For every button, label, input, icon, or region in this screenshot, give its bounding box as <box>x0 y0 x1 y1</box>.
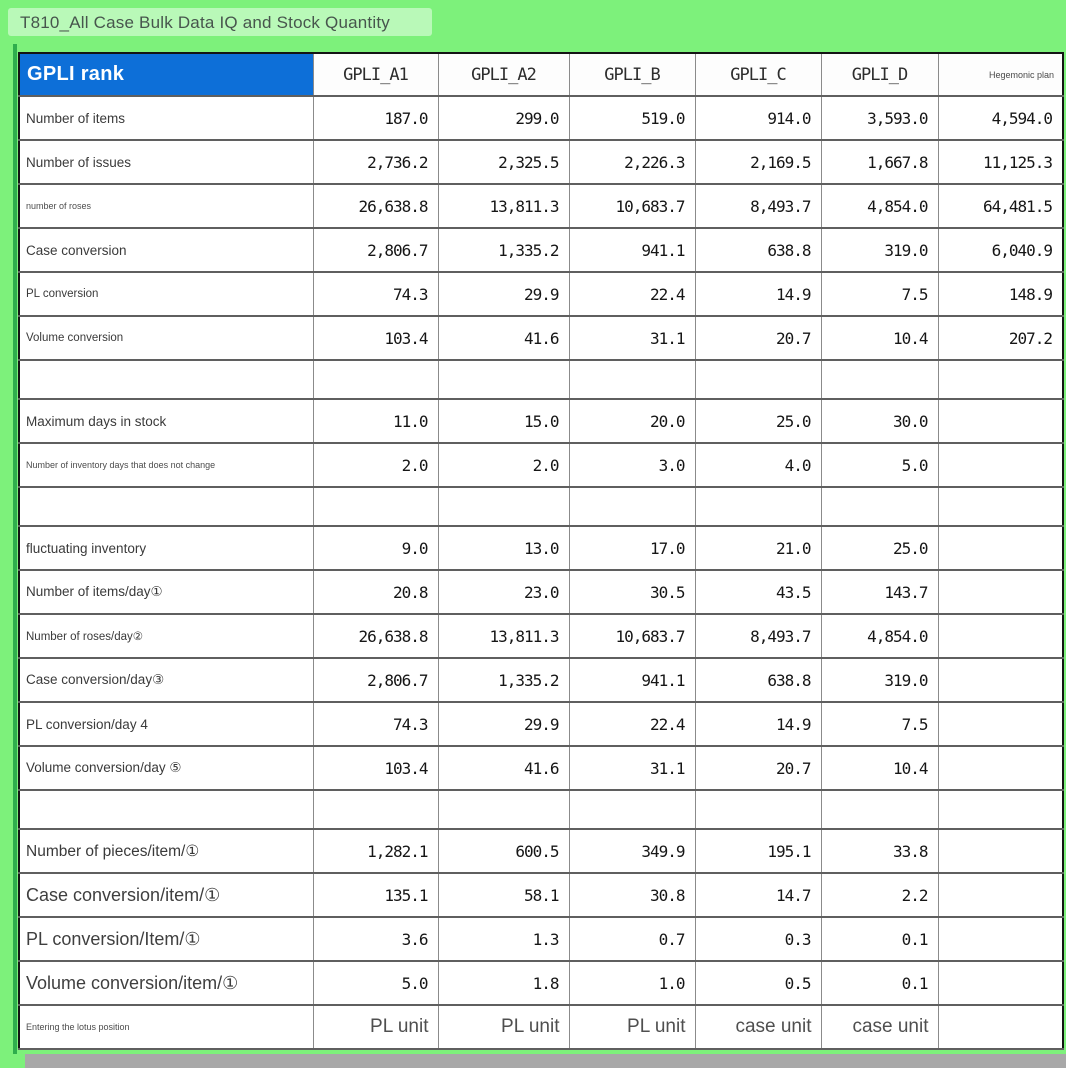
row-label[interactable]: PL conversion/day 4 <box>19 702 313 746</box>
table-row <box>19 702 1063 746</box>
cell[interactable]: 10,683.7 <box>569 184 695 228</box>
cell[interactable]: 30.5 <box>569 570 695 614</box>
table-row <box>19 526 1063 570</box>
row-label[interactable]: Number of pieces/item/① <box>19 829 313 873</box>
cell[interactable]: 349.9 <box>569 829 695 873</box>
cell[interactable] <box>938 526 1063 570</box>
cell[interactable] <box>313 487 438 526</box>
cell[interactable]: 207.2 <box>938 316 1063 360</box>
cell[interactable]: 21.0 <box>695 526 821 570</box>
cell[interactable]: 20.0 <box>569 399 695 443</box>
cell[interactable]: 1.0 <box>569 961 695 1005</box>
cell[interactable]: PL unit <box>438 1005 569 1049</box>
cell[interactable]: 2,806.7 <box>313 658 438 702</box>
cell[interactable]: 135.1 <box>313 873 438 917</box>
cell[interactable] <box>938 829 1063 873</box>
cell[interactable] <box>938 360 1063 399</box>
row-label[interactable]: PL conversion/Item/① <box>19 917 313 961</box>
table-row <box>19 443 1063 487</box>
row-label[interactable]: PL conversion <box>19 272 313 316</box>
row-label[interactable] <box>19 790 313 829</box>
cell[interactable]: 2,169.5 <box>695 140 821 184</box>
cell[interactable]: 6,040.9 <box>938 228 1063 272</box>
table-row <box>19 917 1063 961</box>
cell[interactable] <box>569 487 695 526</box>
cell[interactable]: 1.8 <box>438 961 569 1005</box>
cell[interactable]: 1,667.8 <box>821 140 938 184</box>
table-row <box>19 487 1063 526</box>
cell[interactable]: 4,594.0 <box>938 96 1063 140</box>
table-row <box>19 614 1063 658</box>
cell[interactable]: 10.4 <box>821 746 938 790</box>
header-row <box>19 53 1063 96</box>
cell[interactable]: 29.9 <box>438 702 569 746</box>
cell[interactable]: 638.8 <box>695 658 821 702</box>
cell[interactable] <box>938 443 1063 487</box>
row-label[interactable]: Number of roses/day② <box>19 614 313 658</box>
cell[interactable]: 0.5 <box>695 961 821 1005</box>
cell[interactable] <box>938 790 1063 829</box>
cell[interactable]: 20.7 <box>695 316 821 360</box>
cell[interactable]: 3.6 <box>313 917 438 961</box>
cell[interactable] <box>938 614 1063 658</box>
row-label[interactable]: Case conversion/item/① <box>19 873 313 917</box>
cell[interactable]: 13.0 <box>438 526 569 570</box>
cell[interactable]: 319.0 <box>821 228 938 272</box>
table-row <box>19 961 1063 1005</box>
cell[interactable]: 9.0 <box>313 526 438 570</box>
cell[interactable] <box>695 360 821 399</box>
cell[interactable]: 10,683.7 <box>569 614 695 658</box>
cell[interactable]: 148.9 <box>938 272 1063 316</box>
cell[interactable]: 31.1 <box>569 746 695 790</box>
cell[interactable]: 14.9 <box>695 702 821 746</box>
cell[interactable]: 20.8 <box>313 570 438 614</box>
horizontal-scrollbar[interactable] <box>25 1054 1066 1068</box>
cell[interactable]: 15.0 <box>438 399 569 443</box>
table-row <box>19 746 1063 790</box>
row-label[interactable]: Volume conversion <box>19 316 313 360</box>
cell[interactable] <box>938 917 1063 961</box>
cell[interactable]: 941.1 <box>569 228 695 272</box>
cell[interactable] <box>938 570 1063 614</box>
column-header-gpli-a1[interactable]: GPLI_A1 <box>313 53 438 96</box>
table-row <box>19 272 1063 316</box>
cell[interactable]: 8,493.7 <box>695 614 821 658</box>
row-label[interactable] <box>19 487 313 526</box>
cell[interactable]: 14.9 <box>695 272 821 316</box>
table-row <box>19 1005 1063 1049</box>
row-label[interactable]: fluctuating inventory <box>19 526 313 570</box>
cell[interactable]: 2.0 <box>438 443 569 487</box>
cell[interactable]: 103.4 <box>313 746 438 790</box>
cell[interactable]: 600.5 <box>438 829 569 873</box>
cell[interactable]: 26,638.8 <box>313 184 438 228</box>
cell[interactable]: 30.0 <box>821 399 938 443</box>
cell[interactable] <box>569 790 695 829</box>
cell[interactable]: 22.4 <box>569 272 695 316</box>
cell[interactable]: 29.9 <box>438 272 569 316</box>
cell[interactable]: 23.0 <box>438 570 569 614</box>
cell[interactable]: case unit <box>821 1005 938 1049</box>
cell[interactable] <box>938 1005 1063 1049</box>
table-row <box>19 360 1063 399</box>
cell[interactable]: 58.1 <box>438 873 569 917</box>
cell[interactable]: 2,806.7 <box>313 228 438 272</box>
cell[interactable]: 0.7 <box>569 917 695 961</box>
cell[interactable]: 41.6 <box>438 316 569 360</box>
cell[interactable] <box>438 487 569 526</box>
table-row <box>19 829 1063 873</box>
cell[interactable]: 103.4 <box>313 316 438 360</box>
row-label[interactable]: Case conversion <box>19 228 313 272</box>
cell[interactable]: 74.3 <box>313 272 438 316</box>
cell[interactable]: 13,811.3 <box>438 184 569 228</box>
cell[interactable]: 64,481.5 <box>938 184 1063 228</box>
cell[interactable]: 74.3 <box>313 702 438 746</box>
cell[interactable]: 2,226.3 <box>569 140 695 184</box>
cell[interactable]: 1,335.2 <box>438 658 569 702</box>
table-row <box>19 873 1063 917</box>
cell[interactable]: 5.0 <box>821 443 938 487</box>
corner-header-gpli-rank[interactable]: GPLI rank <box>19 53 313 96</box>
data-table <box>18 52 1064 1050</box>
cell[interactable]: 3,593.0 <box>821 96 938 140</box>
cell[interactable]: 43.5 <box>695 570 821 614</box>
cell[interactable]: 33.8 <box>821 829 938 873</box>
left-edge-divider <box>13 44 17 1054</box>
cell[interactable] <box>938 702 1063 746</box>
cell[interactable]: 0.1 <box>821 961 938 1005</box>
row-label[interactable] <box>19 360 313 399</box>
row-label[interactable]: Number of issues <box>19 140 313 184</box>
column-header-hegemonic-plan[interactable]: Hegemonic plan <box>938 53 1063 96</box>
cell[interactable]: 299.0 <box>438 96 569 140</box>
cell[interactable]: 0.1 <box>821 917 938 961</box>
cell[interactable]: 519.0 <box>569 96 695 140</box>
cell[interactable]: 11,125.3 <box>938 140 1063 184</box>
cell[interactable] <box>695 790 821 829</box>
table-row <box>19 790 1063 829</box>
cell[interactable] <box>938 746 1063 790</box>
cell[interactable]: 195.1 <box>695 829 821 873</box>
cell[interactable] <box>938 399 1063 443</box>
table-row <box>19 570 1063 614</box>
cell[interactable] <box>821 360 938 399</box>
cell[interactable] <box>695 487 821 526</box>
cell[interactable]: case unit <box>695 1005 821 1049</box>
cell[interactable]: 26,638.8 <box>313 614 438 658</box>
column-header-gpli-b[interactable]: GPLI_B <box>569 53 695 96</box>
cell[interactable]: 7.5 <box>821 272 938 316</box>
table-row <box>19 96 1063 140</box>
column-header-gpli-d[interactable]: GPLI_D <box>821 53 938 96</box>
table-row <box>19 399 1063 443</box>
row-label[interactable]: Volume conversion/item/① <box>19 961 313 1005</box>
cell[interactable]: PL unit <box>313 1005 438 1049</box>
sheet-title: T810_All Case Bulk Data IQ and Stock Quantity <box>20 13 390 32</box>
row-label[interactable]: Case conversion/day③ <box>19 658 313 702</box>
cell[interactable] <box>438 360 569 399</box>
cell[interactable]: 31.1 <box>569 316 695 360</box>
cell[interactable]: 14.7 <box>695 873 821 917</box>
cell[interactable] <box>938 487 1063 526</box>
cell[interactable]: 11.0 <box>313 399 438 443</box>
row-label[interactable]: number of roses <box>19 184 313 228</box>
cell[interactable]: 22.4 <box>569 702 695 746</box>
cell[interactable]: 4,854.0 <box>821 614 938 658</box>
row-label[interactable]: Number of inventory days that does not change <box>19 443 313 487</box>
cell[interactable]: 2.0 <box>313 443 438 487</box>
cell[interactable]: 7.5 <box>821 702 938 746</box>
cell[interactable]: 20.7 <box>695 746 821 790</box>
cell[interactable]: 941.1 <box>569 658 695 702</box>
cell[interactable]: 8,493.7 <box>695 184 821 228</box>
column-header-gpli-c[interactable]: GPLI_C <box>695 53 821 96</box>
cell[interactable]: 0.3 <box>695 917 821 961</box>
row-label[interactable]: Maximum days in stock <box>19 399 313 443</box>
row-label[interactable]: Number of items <box>19 96 313 140</box>
cell[interactable]: 914.0 <box>695 96 821 140</box>
cell[interactable]: 187.0 <box>313 96 438 140</box>
cell[interactable] <box>313 790 438 829</box>
cell[interactable] <box>821 790 938 829</box>
table-row <box>19 658 1063 702</box>
row-label[interactable]: Number of items/day① <box>19 570 313 614</box>
cell[interactable]: 2,325.5 <box>438 140 569 184</box>
table-row <box>19 140 1063 184</box>
cell[interactable]: 1,335.2 <box>438 228 569 272</box>
cell[interactable]: 4.0 <box>695 443 821 487</box>
cell[interactable]: 41.6 <box>438 746 569 790</box>
row-label[interactable]: Volume conversion/day ⑤ <box>19 746 313 790</box>
cell[interactable]: 4,854.0 <box>821 184 938 228</box>
cell[interactable] <box>938 873 1063 917</box>
table-row <box>19 184 1063 228</box>
cell[interactable]: 1,282.1 <box>313 829 438 873</box>
cell[interactable] <box>438 790 569 829</box>
cell[interactable] <box>569 360 695 399</box>
cell[interactable] <box>938 961 1063 1005</box>
table-row <box>19 316 1063 360</box>
cell[interactable]: 5.0 <box>313 961 438 1005</box>
cell[interactable]: 638.8 <box>695 228 821 272</box>
cell[interactable] <box>313 360 438 399</box>
row-label[interactable]: Entering the lotus position <box>19 1005 313 1049</box>
cell[interactable]: 3.0 <box>569 443 695 487</box>
cell[interactable]: 143.7 <box>821 570 938 614</box>
cell[interactable]: 30.8 <box>569 873 695 917</box>
cell[interactable] <box>821 487 938 526</box>
cell[interactable]: 2,736.2 <box>313 140 438 184</box>
table-row <box>19 228 1063 272</box>
cell[interactable]: 319.0 <box>821 658 938 702</box>
cell[interactable]: PL unit <box>569 1005 695 1049</box>
cell[interactable]: 1.3 <box>438 917 569 961</box>
cell[interactable]: 25.0 <box>821 526 938 570</box>
cell[interactable]: 17.0 <box>569 526 695 570</box>
cell[interactable]: 2.2 <box>821 873 938 917</box>
cell[interactable] <box>938 658 1063 702</box>
cell[interactable]: 13,811.3 <box>438 614 569 658</box>
column-header-gpli-a2[interactable]: GPLI_A2 <box>438 53 569 96</box>
cell[interactable]: 10.4 <box>821 316 938 360</box>
cell[interactable]: 25.0 <box>695 399 821 443</box>
